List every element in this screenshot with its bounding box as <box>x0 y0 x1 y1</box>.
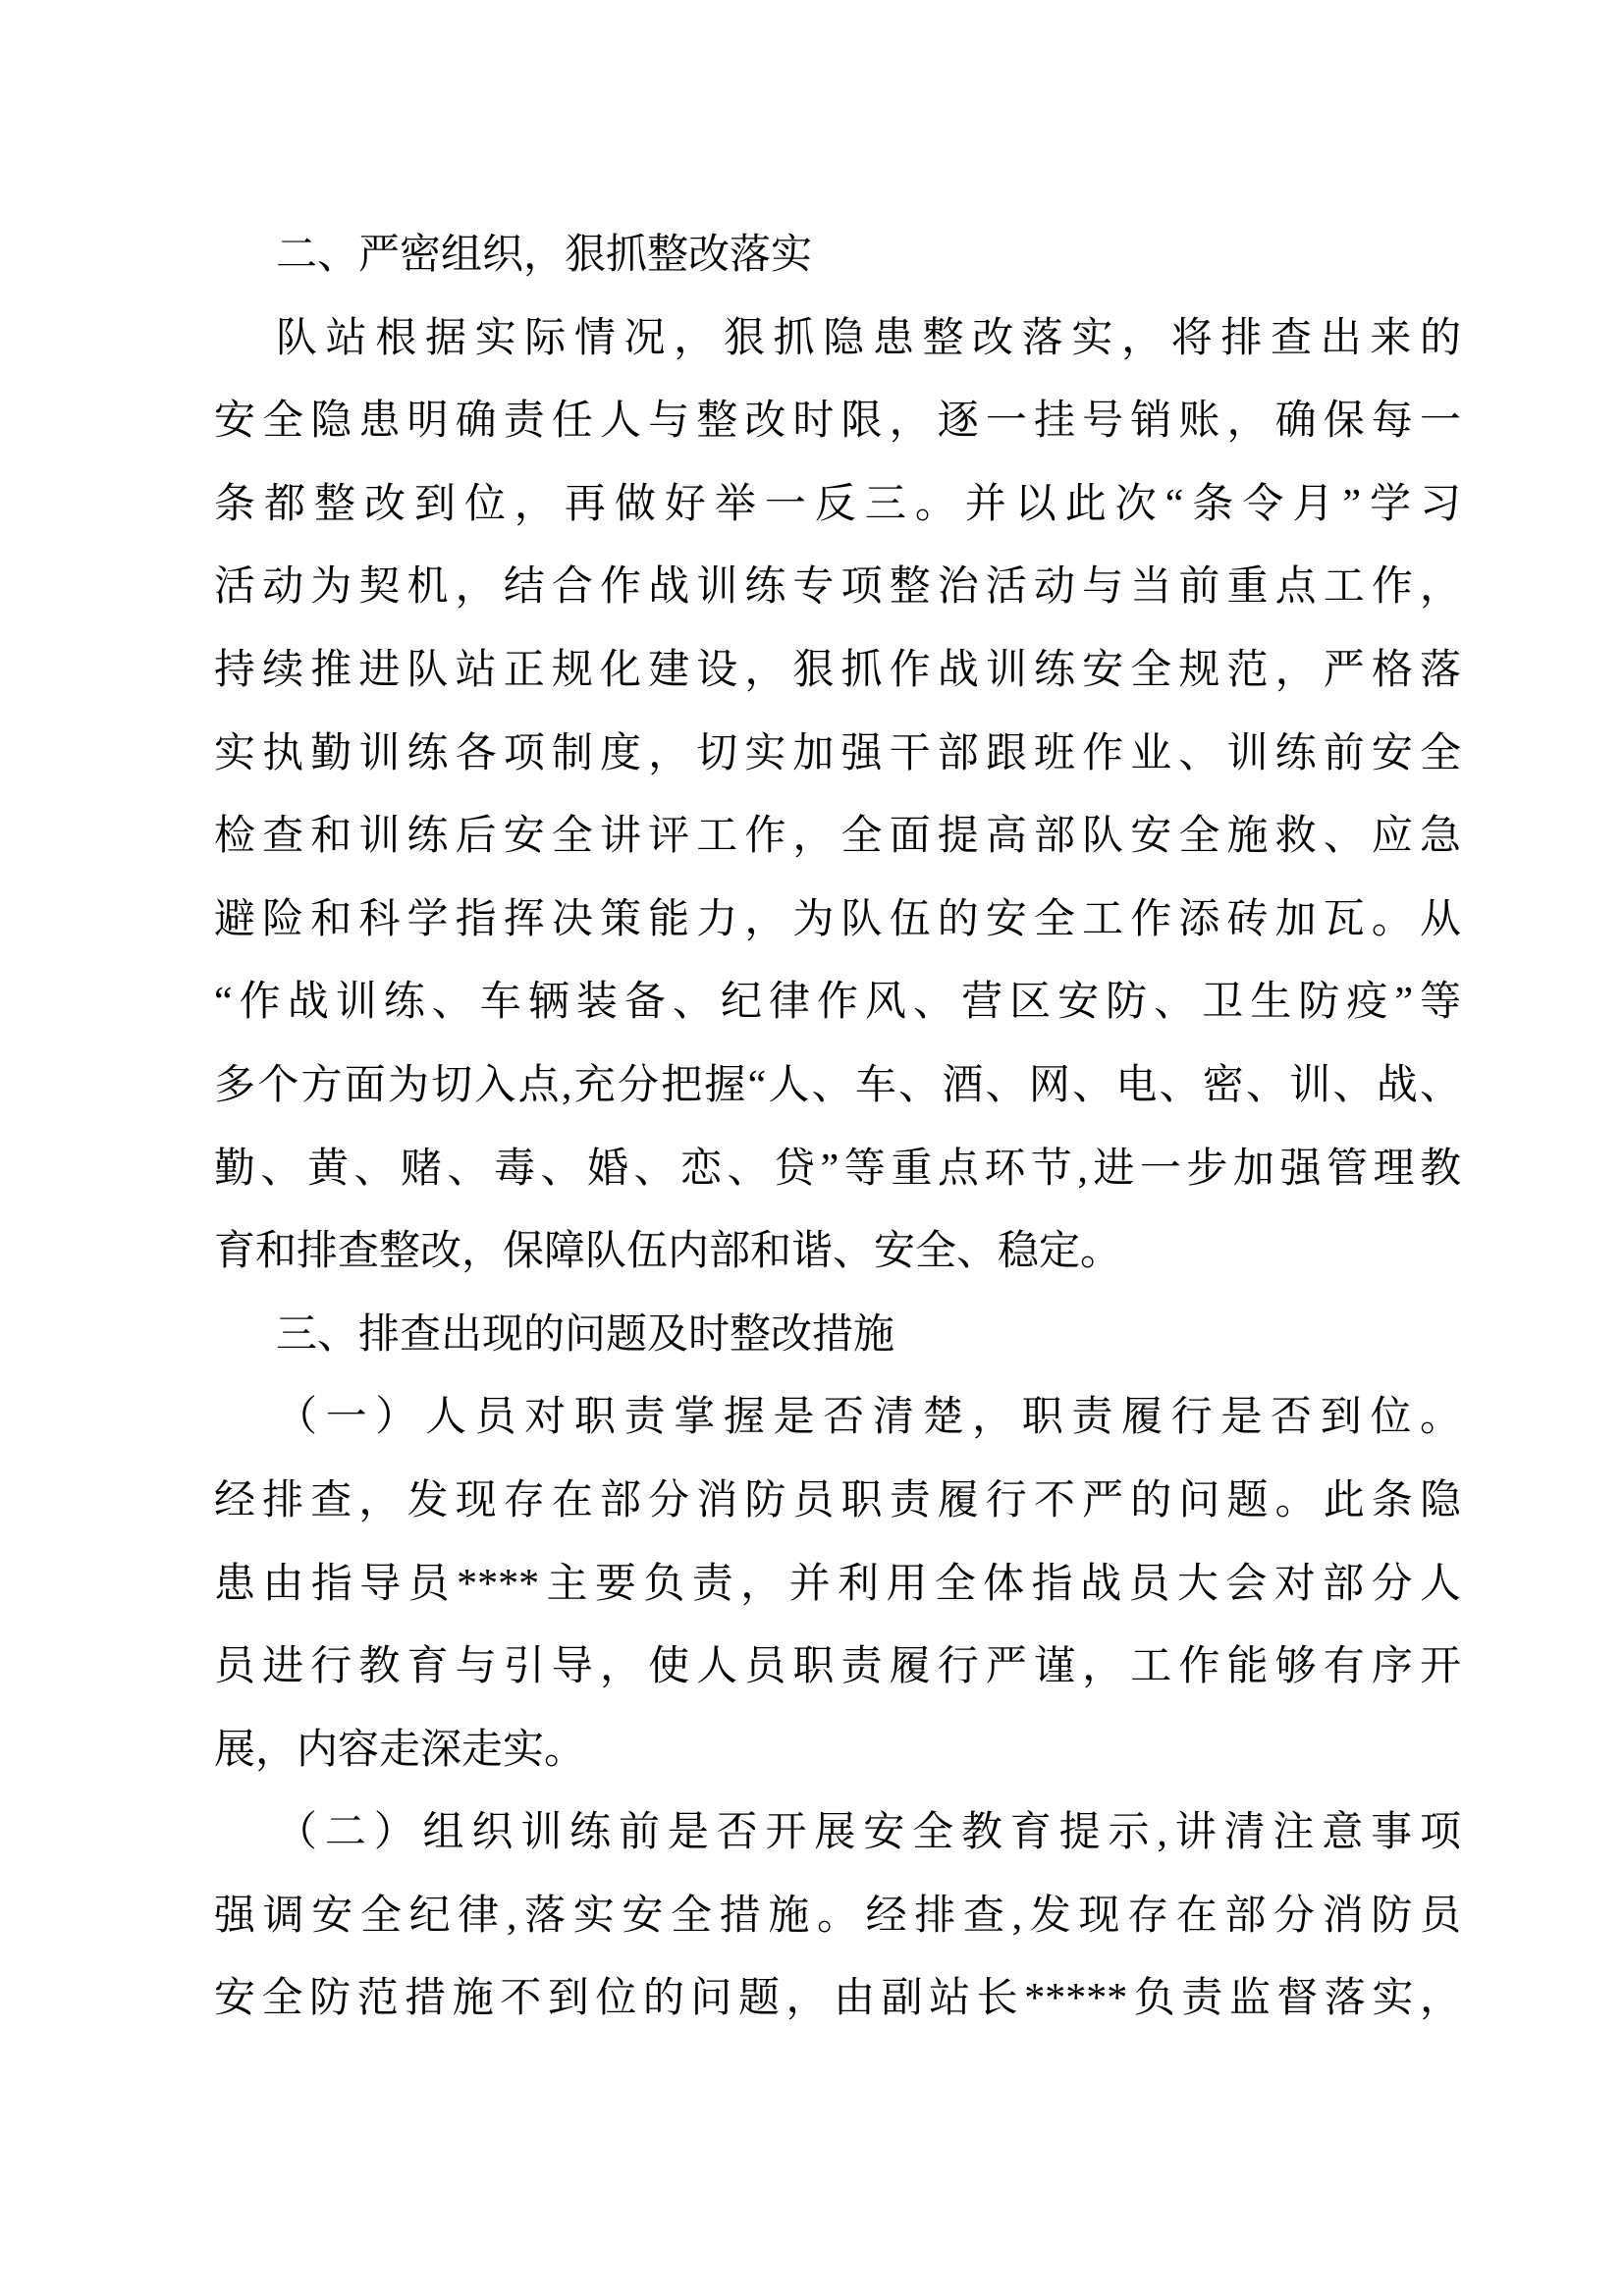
paragraph-line: 检查和训练后安全讲评工作，全面提高部队安全施救、应急 <box>214 814 1461 860</box>
paragraph-line: “作战训练、车辆装备、纪律作风、营区安防、卫生防疫”等 <box>214 980 1461 1026</box>
paragraph-line: 多个方面为切入点,充分把握“人、车、酒、网、电、密、训、战、 <box>214 1062 1461 1108</box>
paragraph-end-line: 育和排查整改，保障队伍内部和谐、安全、稳定。 <box>214 1229 1122 1275</box>
paragraph-line: 经排查，发现存在部分消防员职责履行不严的问题。此条隐 <box>214 1477 1461 1523</box>
paragraph-line: 员进行教育与引导，使人员职责履行严谨，工作能够有序开 <box>214 1644 1461 1690</box>
paragraph-line: 实执勤训练各项制度，切实加强干部跟班作业、训练前安全 <box>214 730 1461 776</box>
paragraph-line: 勤、黄、赌、毒、婚、恋、贷”等重点环节,进一步加强管理教 <box>214 1146 1461 1192</box>
paragraph-line: 患由指导员****主要负责，并利用全体指战员大会对部分人 <box>214 1561 1461 1607</box>
paragraph-end-line: 展，内容走深走实。 <box>214 1727 586 1773</box>
subsection-line-item-2: （二）组织训练前是否开展安全教育提示,讲清注意事项 <box>276 1810 1461 1856</box>
paragraph-line: 条都整改到位，再做好举一反三。并以此次“条令月”学习 <box>214 481 1461 527</box>
paragraph-line: 避险和科学指挥决策能力，为队伍的安全工作添砖加瓦。从 <box>214 896 1461 942</box>
section-heading-3: 三、排查出现的问题及时整改措施 <box>276 1311 895 1358</box>
paragraph-line: 安全防范措施不到位的问题，由副站长*****负责监督落实， <box>214 1976 1461 2022</box>
subsection-line-item-1: （一）人员对职责掌握是否清楚，职责履行是否到位。 <box>276 1395 1461 1441</box>
paragraph-line: 持续推进队站正规化建设，狠抓作战训练安全规范，严格落 <box>214 647 1461 693</box>
paragraph-line: 活动为契机，结合作战训练专项整治活动与当前重点工作， <box>214 564 1461 611</box>
section-heading-2: 二、严密组织，狠抓整改落实 <box>276 233 813 278</box>
paragraph-line: 安全隐患明确责任人与整改时限，逐一挂号销账，确保每一 <box>214 399 1461 445</box>
paragraph-line: 队站根据实际情况，狠抓隐患整改落实，将排查出来的 <box>276 315 1461 361</box>
paragraph-line: 强调安全纪律,落实安全措施。经排查,发现存在部分消防员 <box>214 1893 1461 1939</box>
